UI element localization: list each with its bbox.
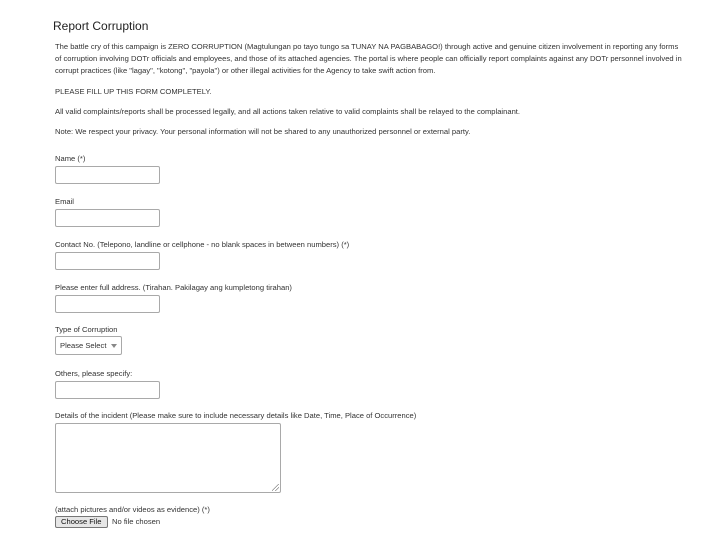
choose-file-button[interactable]: Choose File bbox=[55, 516, 108, 528]
name-input[interactable] bbox=[55, 166, 160, 184]
address-label: Please enter full address. (Tirahan. Pakilagay ang kumpletong tirahan) bbox=[55, 283, 292, 292]
page-title: Report Corruption bbox=[53, 19, 149, 33]
intro-paragraph: The battle cry of this campaign is ZERO CORRUPTION (Magtulungan po tayo tungo sa TUNAY NA PAGBABAGO!) through active and genuine citizen involvement in reporting any forms of corruption involving DOTr officials and employees, and those of its attached agencies. The portal is where people can officially report complaints against any DOTr personnel involved in corrupt practices (like "lagay", "kotong", "payola") or other illegal activities for the Agency to take swift action from. bbox=[55, 42, 682, 76]
contact-label: Contact No. (Telepono, landline or cellphone - no blank spaces in between numbers) (*) bbox=[55, 240, 350, 249]
privacy-note: Note: We respect your privacy. Your personal information will not be shared to any unauthorized personnel or external party. bbox=[55, 127, 471, 136]
type-label: Type of Corruption bbox=[55, 325, 118, 334]
address-input[interactable] bbox=[55, 295, 160, 313]
name-label: Name (*) bbox=[55, 154, 86, 163]
others-label: Others, please specify: bbox=[55, 369, 133, 378]
resize-handle-icon[interactable] bbox=[272, 484, 279, 491]
chevron-down-icon bbox=[111, 344, 117, 348]
select-value: Please Select bbox=[60, 341, 107, 350]
email-input[interactable] bbox=[55, 209, 160, 227]
instruction-text: PLEASE FILL UP THIS FORM COMPLETELY. bbox=[55, 87, 212, 96]
attach-label: (attach pictures and/or videos as evidence) (*) bbox=[55, 505, 210, 514]
details-label: Details of the incident (Please make sure to include necessary details like Date, Time, Place of Occurrence) bbox=[55, 411, 417, 420]
processing-note: All valid complaints/reports shall be processed legally, and all actions taken relative to valid complaints shall be relayed to the complainant. bbox=[55, 107, 521, 116]
file-status-text: No file chosen bbox=[112, 517, 161, 526]
contact-input[interactable] bbox=[55, 252, 160, 270]
others-input[interactable] bbox=[55, 381, 160, 399]
details-textarea[interactable] bbox=[55, 423, 281, 493]
corruption-type-select[interactable] bbox=[55, 336, 122, 355]
email-label: Email bbox=[55, 197, 74, 206]
